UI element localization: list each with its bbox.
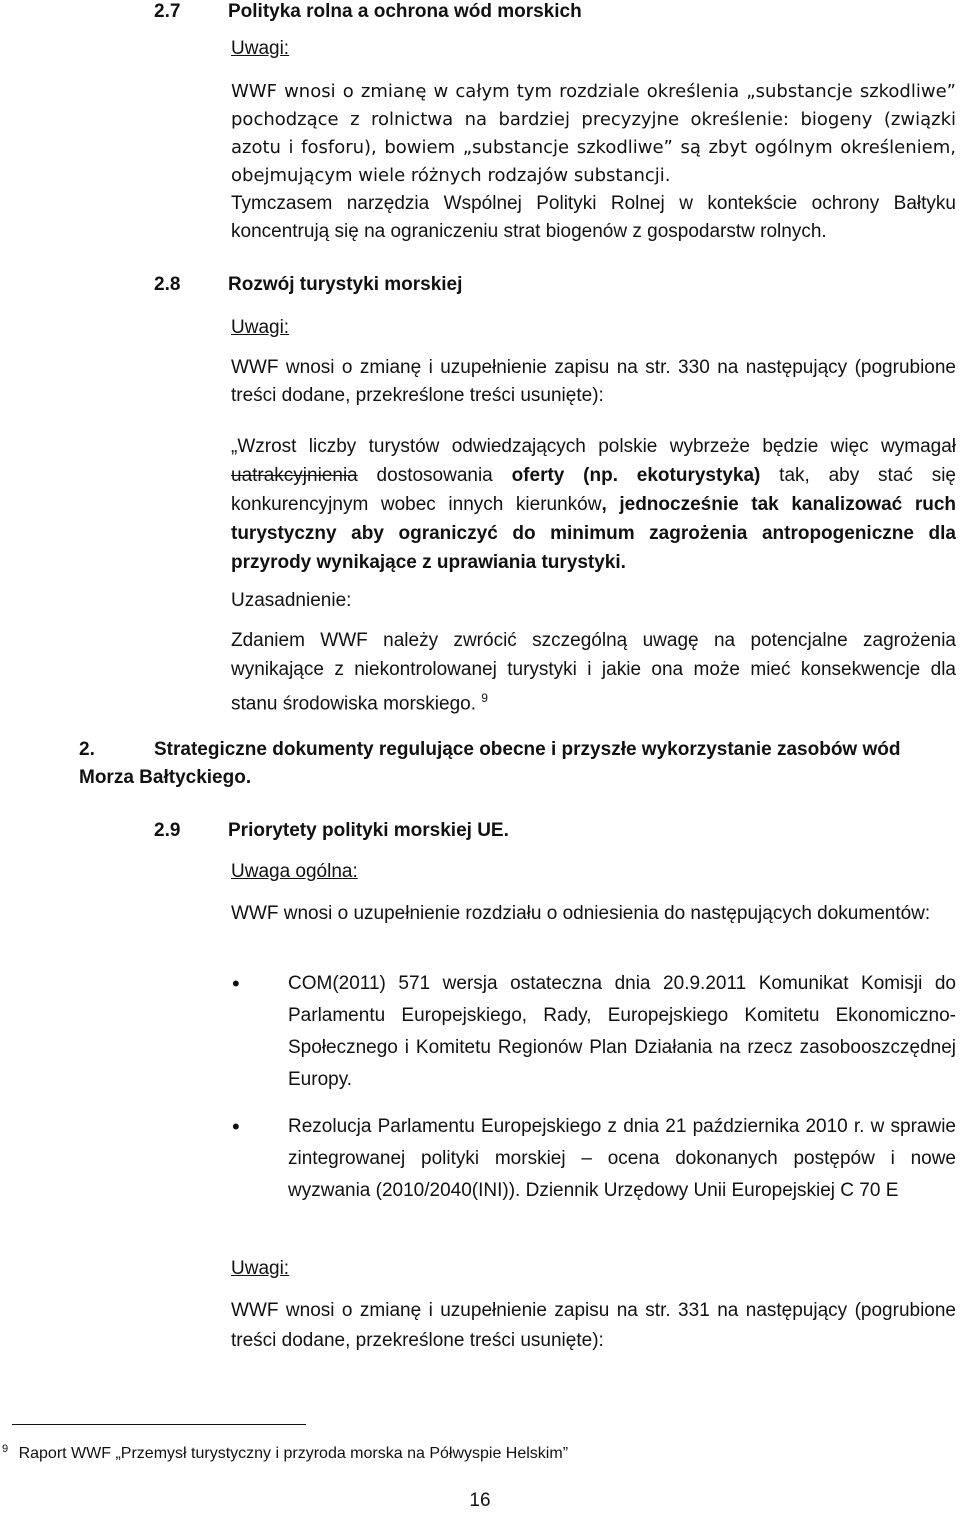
added-text: , jednocześnie tak kanalizować ruch turystyczny aby ograniczyć do minimum zagrożenia antropogeniczne dla przyrody wynikające z uprawiania turystyki. (231, 494, 956, 573)
list-item: COM(2011) 571 wersja ostateczna dnia 20.9.2011 Komunikat Komisji do Parlamentu Europejskiego, Rady, Europejskiego Komitetu Ekonomiczno-Społecznego i Komitetu Regionów Plan Działania na rzecz zasobooszczędnej Europy. (288, 973, 956, 1090)
added-text: oferty (np. ekoturystyka) (511, 465, 761, 486)
paragraph-zmiana-331: WWF wnosi o zmianę i uzupełnienie zapisu na str. 331 na następujący (pogrubione treści dodane, przekreślone treści usunięte): (231, 1300, 956, 1351)
footnote-text: Raport WWF „Przemysł turystyczny i przyroda morska na Półwyspie Helskim” (18, 1445, 569, 1463)
paragraph-zmiana-330: WWF wnosi o zmianę i uzupełnienie zapisu na str. 330 na następujący (pogrubione treści dodane, przekreślone treści usunięte): (231, 357, 956, 406)
bullet-icon: • (232, 1114, 240, 1139)
uwagi-label: Uwagi: (231, 38, 290, 59)
section-title: Strategiczne dokumenty regulujące obecne i przyszłe wykorzystanie zasobów wód Morza Bałtyckiego. (79, 739, 901, 788)
section-heading-2-8 (154, 272, 462, 298)
footnote (2, 1438, 568, 1465)
section-heading-2-9 (154, 818, 509, 844)
section-number: 2.9 (154, 820, 181, 841)
quote-paragraph (231, 432, 956, 577)
paragraph-wpr: Tymczasem narzędzia Wspólnej Polityki Rolnej w kontekście ochrony Bałtyku koncentrują się na ograniczeniu strat biogenów z gospodarstw rolnych. (231, 193, 956, 242)
uwaga-ogolna-label: Uwaga ogólna: (231, 861, 358, 882)
footnote-reference: 9 (481, 691, 488, 705)
section-title: Rozwój turystyki morskiej (228, 274, 463, 295)
footnote-divider (12, 1424, 306, 1425)
paragraph-text: Zdaniem WWF należy zwrócić szczególną uwagę na potencjalne zagrożenia wynikające z niekontrolowanej turystyki i jakie ona może mieć konsekwencje dla stanu środowiska morskiego. (231, 630, 956, 715)
paragraph-uzasadnienie (231, 626, 956, 718)
deleted-text: uatrakcyjnienia (231, 465, 358, 486)
bullet-icon: • (232, 971, 240, 996)
uzasadnienie-label: Uzasadnienie: (231, 590, 352, 611)
section-heading-2-7 (154, 0, 582, 24)
section-number: 2.8 (154, 274, 181, 295)
quote-text: dostosowania (357, 465, 512, 486)
section-title: Polityka rolna a ochrona wód morskich (228, 1, 582, 22)
paragraph-uzupelnienie: WWF wnosi o uzupełnienie rozdziału o odniesienia do następujących dokumentów: (231, 903, 931, 924)
list-item: Rezolucja Parlamentu Europejskiego z dnia 21 października 2010 r. w sprawie zintegrowanej polityki morskiej – ocena dokonanych postępów i nowe wyzwania (2010/2040(INI)). Dziennik Urzędowy Unii Europejskiej C 70 E (288, 1116, 956, 1201)
section-number: 2.7 (154, 1, 181, 22)
section-heading-2 (79, 736, 956, 792)
paragraph-substancje: WWF wnosi o zmianę w całym tym rozdziale określenia „substancje szkodliwe” pochodzące z rolnictwa na bardziej precyzyjne określenie: biogeny (związki azotu i fosforu), bowiem „substancje szkodliwe” są zbyt ogólnym określeniem, obejmującym wiele różnych rodzajów substancji. (231, 81, 956, 186)
quote-text: tak, aby stać się konkurencyjnym wobec innych kierunków (231, 465, 956, 515)
uwagi-label: Uwagi: (231, 1258, 290, 1279)
section-number: 2. (79, 739, 95, 760)
section-title: Priorytety polityki morskiej UE. (228, 820, 509, 841)
page-number: 16 (469, 1490, 491, 1511)
uwagi-label: Uwagi: (231, 317, 290, 338)
footnote-number: 9 (2, 1443, 9, 1455)
quote-text: „Wzrost liczby turystów odwiedzających polskie wybrzeże będzie więc wymagał (231, 436, 956, 457)
